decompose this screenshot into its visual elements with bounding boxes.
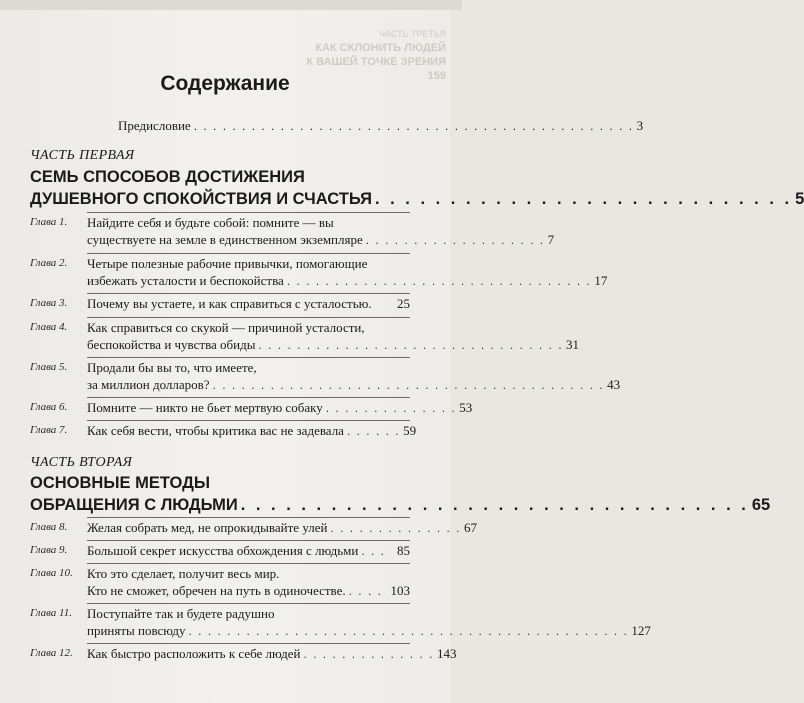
bleed-line: 159 <box>427 70 446 82</box>
chapter-title-line: существуете на земле в единственном экземпляре <box>87 232 363 247</box>
divider <box>87 517 410 518</box>
toc-chapter-entry[interactable] <box>30 255 608 290</box>
dot-leader: . . . <box>361 544 386 558</box>
chapter-label: Глава 4. <box>30 321 68 333</box>
chapter-label: Глава 1. <box>30 216 68 228</box>
page-number: 7 <box>547 232 555 247</box>
dot-leader: . . . . . . . . . . . . . . <box>330 521 461 535</box>
divider <box>87 212 410 213</box>
page-number: 143 <box>436 646 457 661</box>
chapter-title-line: Продали бы вы то, что имеете, <box>87 360 257 375</box>
chapter-title-line: Найдите себя и будьте собой: помните — вы <box>87 215 334 230</box>
dot-leader: . . . . . . . . . . . . . . . . . . . . . . . . . . . . . . . . <box>286 274 592 288</box>
running-header-strip <box>0 0 462 10</box>
chapter-title-line: Кто это сделает, получит весь мир. <box>87 566 280 581</box>
part-label: ЧАСТЬ ПЕРВАЯ <box>30 148 135 163</box>
divider <box>87 253 410 254</box>
entry-text: Предисловие <box>118 118 191 133</box>
chapter-title-line: беспокойства и чувства обиды <box>87 337 256 352</box>
page-number: 25 <box>397 296 410 311</box>
toc-chapter-entry[interactable] <box>30 422 417 440</box>
bleed-line: КАК СКЛОНИТЬ ЛЮДЕЙ <box>315 42 446 54</box>
bleed-line: К ВАШЕЙ ТОЧКЕ ЗРЕНИЯ <box>306 56 446 68</box>
chapter-title-line: Почему вы устаете, и как справиться с усталостью. <box>87 296 372 311</box>
chapter-label: Глава 3. <box>30 297 68 309</box>
page-number: 53 <box>459 400 473 415</box>
page-number: 85 <box>397 543 410 558</box>
dot-leader: . . . . <box>348 584 383 598</box>
chapter-title-line: Поступайте так и будете радушно <box>87 606 275 621</box>
divider <box>87 357 410 358</box>
chapter-label: Глава 5. <box>30 361 68 373</box>
chapter-title-line: Четыре полезные рабочие привычки, помогающие <box>87 256 368 271</box>
dot-leader: . . . . . . . . . . . . . . . . . . . . . . . . . . . . . . . . . . <box>240 496 749 514</box>
divider <box>87 540 410 541</box>
chapter-label: Глава 11. <box>30 607 72 619</box>
chapter-title-line: приняты повсюду <box>87 623 186 638</box>
chapter-title-line: Как себя вести, чтобы критика вас не задевала <box>87 423 344 438</box>
part-title-line: ОСНОВНЫЕ МЕТОДЫ <box>30 474 211 492</box>
toc-chapter-entry[interactable] <box>30 542 410 560</box>
part-title[interactable] <box>30 166 804 210</box>
chapter-label: Глава 2. <box>30 257 68 269</box>
chapter-title-line: Как справиться со скукой — причиной усталости, <box>87 320 365 335</box>
dot-leader: . . . . . . . . . . . . . . . . . . . <box>365 233 545 247</box>
divider <box>87 643 410 644</box>
toc-title: Содержание <box>160 72 290 95</box>
dot-leader: . . . . . . . . . . . . . . . . . . . . . . . . . . . . . . . . . . . . . . . . . <box>212 378 605 392</box>
divider <box>87 397 410 398</box>
toc-chapter-entry[interactable] <box>30 359 621 394</box>
chapter-label: Глава 6. <box>30 401 68 413</box>
dot-leader: . . . . . . <box>346 424 401 438</box>
part-title-line: ДУШЕВНОГО СПОКОЙСТВИЯ И СЧАСТЬЯ <box>30 190 372 208</box>
chapter-label: Глава 8. <box>30 521 68 533</box>
page-number: 43 <box>607 377 621 392</box>
chapter-title-line: Как быстро расположить к себе людей <box>87 646 301 661</box>
chapter-title-line: за миллион долларов? <box>87 377 210 392</box>
chapter-label: Глава 7. <box>30 424 68 436</box>
dot-leader: . . . . . . . . . . . . . . <box>303 647 434 661</box>
page-number: 59 <box>403 423 417 438</box>
divider <box>87 420 410 421</box>
chapter-title-line: Кто не сможет, обречен на путь в одиночестве. <box>87 583 346 598</box>
bleed-line: ЧАСТЬ ТРЕТЬЯ <box>379 29 446 39</box>
divider <box>87 563 410 564</box>
toc-chapter-entry[interactable] <box>30 399 473 417</box>
part-title-line: ОБРАЩЕНИЯ С ЛЮДЬМИ <box>30 496 238 514</box>
page-number: 31 <box>566 337 580 352</box>
toc-chapter-entry[interactable] <box>30 645 457 663</box>
dot-leader: . . . . . . . . . . . . . . . . . . . . . . . . . . . . . . . . <box>258 338 564 352</box>
toc-chapter-entry[interactable] <box>30 319 580 354</box>
part-title-line: СЕМЬ СПОСОБОВ ДОСТИЖЕНИЯ <box>30 168 305 186</box>
chapter-title-line: Большой секрет искусства обхождения с людьми <box>87 543 359 558</box>
divider <box>87 603 410 604</box>
dot-leader: . . . . . . . . . . . . . . <box>325 401 457 415</box>
part-label: ЧАСТЬ ВТОРАЯ <box>30 455 133 470</box>
part-title[interactable] <box>30 472 771 516</box>
chapter-title-line: Желая собрать мед, не опрокидывайте улей <box>87 520 328 535</box>
page-number: 67 <box>464 520 477 535</box>
divider <box>87 317 410 318</box>
page-number: 3 <box>636 118 644 133</box>
page-number: 17 <box>594 273 608 288</box>
page-number: 103 <box>390 583 410 598</box>
toc-chapter-entry[interactable] <box>30 565 410 600</box>
page-number: 65 <box>751 496 771 514</box>
toc-entry-preface[interactable] <box>118 118 644 134</box>
chapter-label: Глава 9. <box>30 544 68 556</box>
divider <box>87 293 410 294</box>
dot-leader: . . . . . . . . . . . . . . . . . . . . . . . . . . . . . . . . . . . . . . . . . . . . . . <box>188 624 629 638</box>
chapter-title-line: Помните — никто не бьет мертвую собаку <box>87 400 323 415</box>
dot-leader: . . . . . . . . . . . . . . . . . . . . . . . . . . . . <box>374 190 793 208</box>
chapter-title-line: избежать усталости и беспокойства <box>87 273 284 288</box>
toc-chapter-entry[interactable] <box>30 605 651 640</box>
dot-leader: . . . . . . . . . . . . . . . . . . . . . . . . . . . . . . . . . . . . . . . . . . . . . . <box>193 119 634 133</box>
toc-chapter-entry[interactable] <box>30 519 477 537</box>
page-number: 127 <box>631 623 651 638</box>
toc-chapter-entry[interactable] <box>30 295 410 312</box>
toc-chapter-entry[interactable] <box>30 214 555 249</box>
chapter-label: Глава 10. <box>30 567 73 579</box>
page-number: 5 <box>795 190 804 208</box>
chapter-label: Глава 12. <box>30 647 73 659</box>
